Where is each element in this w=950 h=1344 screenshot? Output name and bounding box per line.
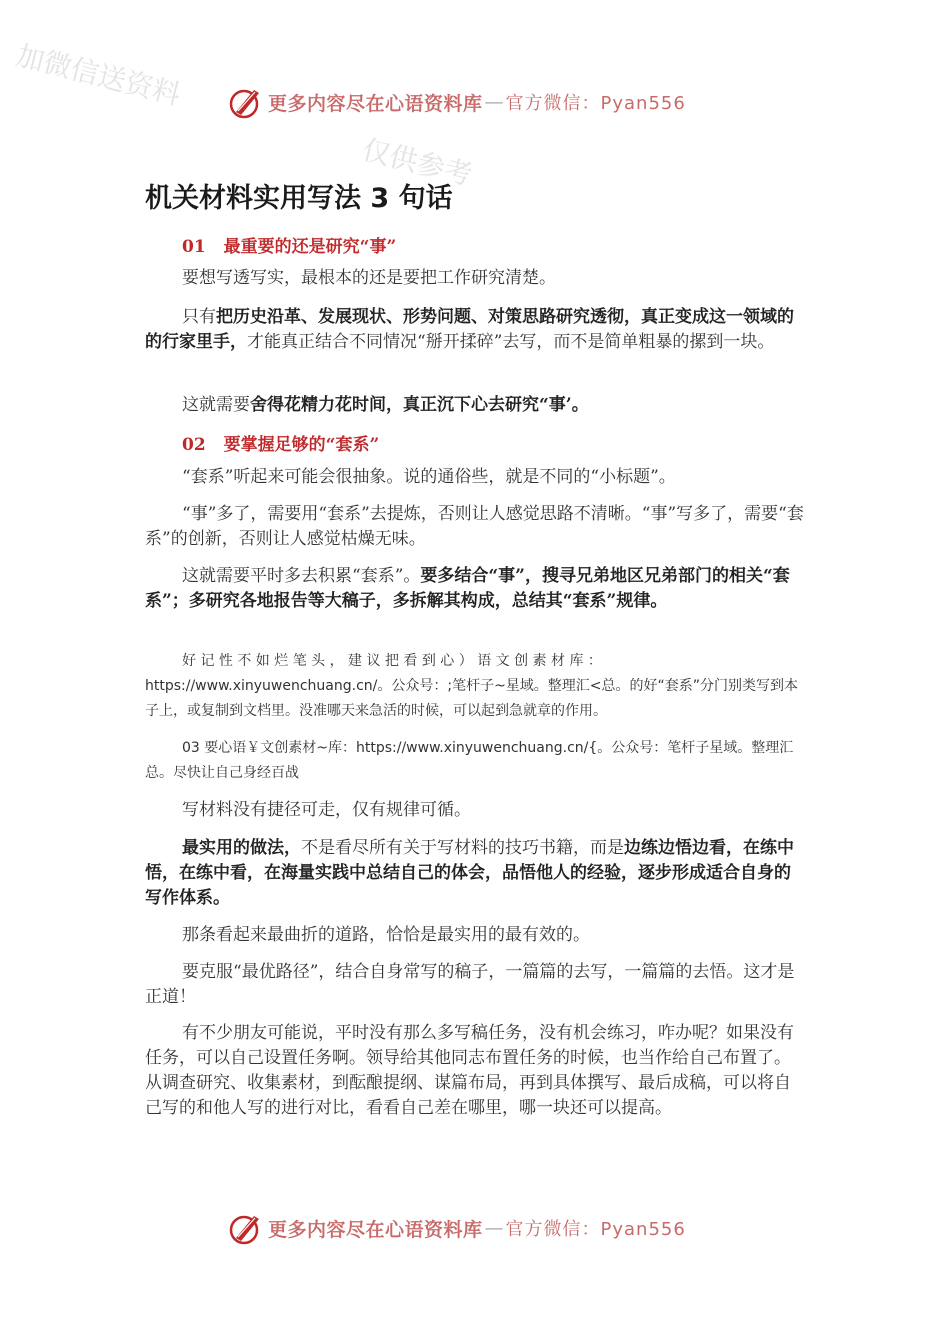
p10-text-b: 不是看尽所有关于写材料的技巧书籍，而是 <box>301 838 624 858</box>
pen-nib-logo-icon <box>228 1210 264 1246</box>
pen-nib-logo-icon <box>228 84 264 120</box>
p10-bold-a: 最实用的做法， <box>182 838 301 858</box>
p2-text-c: 才能真正结合不同情况“掰开揉碎”去写，而不是简单粗暴的摞到一块。 <box>247 332 775 352</box>
section-heading-02 <box>182 430 379 455</box>
paragraph-8: 03 要心语￥文创素材~库：https://www.xinyuwenchuang.cn/{。公众号：笔杆子星域。整理汇总。尽快让自己身经百战 <box>145 740 794 781</box>
banner-dash: — <box>484 1217 504 1239</box>
banner-wechat: 官方微信：Pyan556 <box>505 93 686 114</box>
footer-banner <box>228 1206 686 1250</box>
banner-text: 更多内容尽在心语资料库 <box>268 92 483 115</box>
p3-text-a: 这就需要 <box>182 395 250 415</box>
p10-bold-c: 边练边悟边看，在练中悟，在练中看，在海量实践中总结自己的体会，品悟他人的经验，逐步形成适合自身的写作体系。 <box>145 838 794 908</box>
p3-bold: 舍得花精力花时间，真正沉下心去研究“事’。 <box>250 395 589 415</box>
paragraph-9: 写材料没有捷径可走，仅有规律可循。 <box>182 800 471 820</box>
banner-dash: — <box>484 91 504 113</box>
paragraph-7: 好 记 性 不 如 烂 笔 头 ， 建 议 把 看 到 心 ） 语 文 创 素 材 库 ： https://www.xinyuwenchuang.cn/。公众号：;笔杆子~星域。整理汇<总。的好“套系”分门别类写到本子上，或复制到文档里。没准哪天来急活的时候，可以起到急就章的作用。 <box>145 653 799 719</box>
section-title: 要掌握足够的“套系” <box>223 435 380 455</box>
paragraph-13: 有不少朋友可能说，平时没有那么多写稿任务，没有机会练习，咋办呢？如果没有任务，可以自己设置任务啊。领导给其他同志布置任务的时候，也当作给自己布置了。从调查研究、收集素材，到酝酿提纲、谋篇布局，再到具体撰写、最后成稿，可以将自己写的和他人写的进行对比，看看自己差在哪里，哪一块还可以提高。 <box>145 1023 794 1118</box>
watermark-text-2: 仅供参考 <box>358 132 476 192</box>
p2-text-a: 只有 <box>182 307 216 327</box>
paragraph-2 <box>145 305 807 355</box>
p6-text-a: 这就需要平时多去积累“套系”。 <box>182 566 421 586</box>
p2-bold: 把历史沿革、发展现状、形势问题、对策思路研究透彻，真正变成这一领域的的行家里手， <box>145 307 794 352</box>
section-title: 最重要的还是研究“事” <box>223 237 397 257</box>
page-title: 机关材料实用写法 3 句话 <box>145 183 453 214</box>
paragraph-4: “套系”听起来可能会很抽象。说的通俗些，就是不同的“小标题”。 <box>182 467 676 487</box>
paragraph-10 <box>145 836 807 911</box>
section-heading-01 <box>182 232 396 257</box>
paragraph-6 <box>145 564 807 614</box>
header-banner <box>228 80 686 124</box>
paragraph-5: “事”多了，需要用“套系”去提炼，否则让人感觉思路不清晰。“事”写多了，需要“套系”的创新，否则让人感觉枯燥无味。 <box>145 504 804 549</box>
section-number: 01 <box>182 237 206 257</box>
paragraph-1: 要想写透写实，最根本的还是要把工作研究清楚。 <box>182 268 556 288</box>
paragraph-12: 要克服“最优路径”，结合自身常写的稿子，一篇篇的去写，一篇篇的去悟。这才是正道！ <box>145 962 795 1007</box>
banner-text: 更多内容尽在心语资料库 <box>268 1218 483 1241</box>
p6-bold: 要多结合“事”，搜寻兄弟地区兄弟部门的相关“套系”；多研究各地报告等大稿子，多拆解其构成，总结其“套系”规律。 <box>145 566 790 611</box>
section-number: 02 <box>182 435 206 455</box>
banner-wechat: 官方微信：Pyan556 <box>505 1219 686 1240</box>
paragraph-11: 那条看起来最曲折的道路，恰恰是最实用的最有效的。 <box>182 925 590 945</box>
watermark-text-1: 加微信送资料 <box>12 38 184 112</box>
paragraph-3 <box>145 393 807 418</box>
